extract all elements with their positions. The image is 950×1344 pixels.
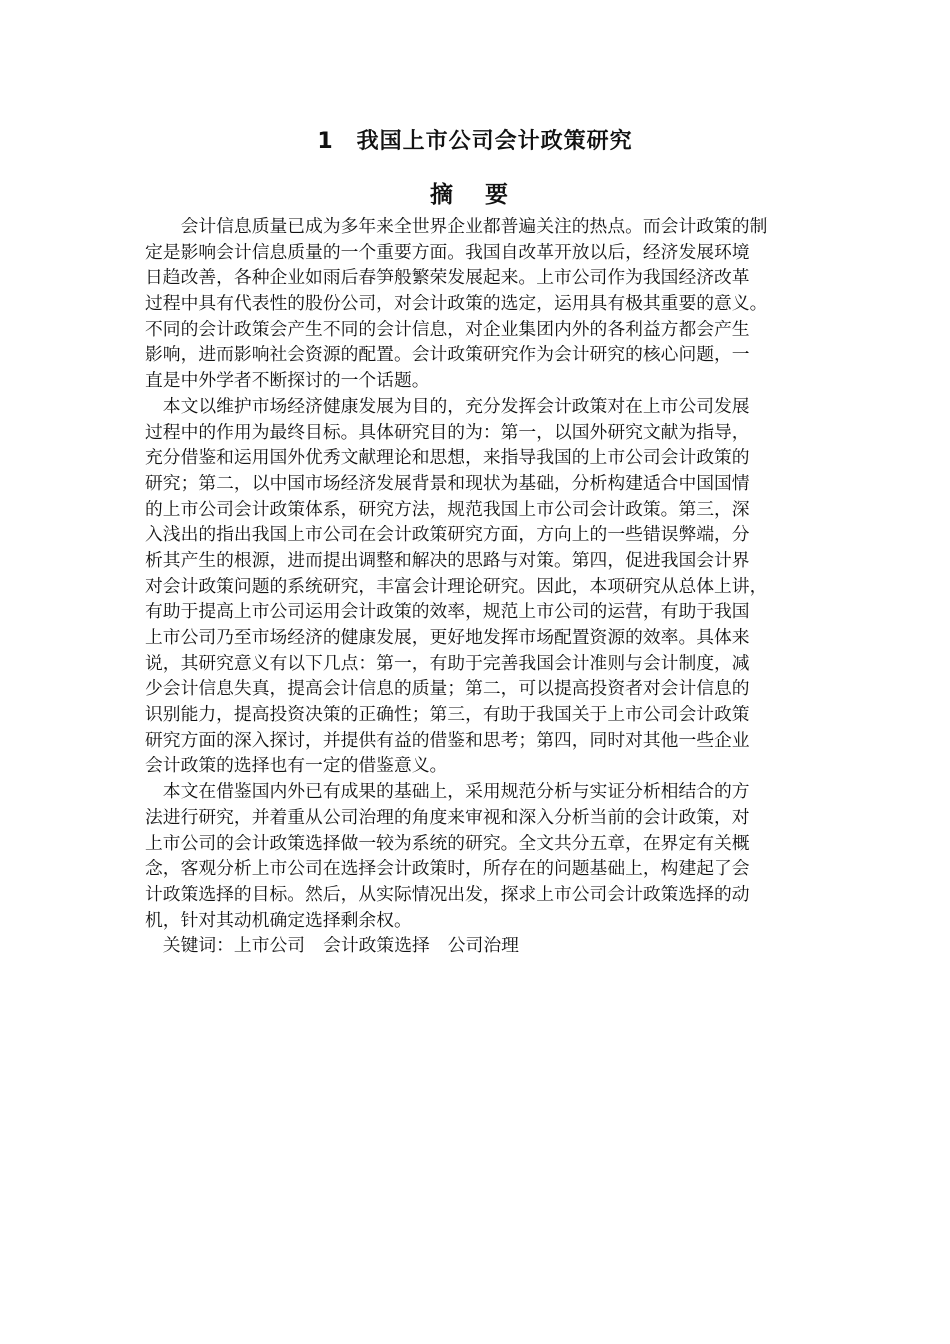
text-line: 法进行研究，并着重从公司治理的角度来审视和深入分析当前的会计政策，对 bbox=[145, 806, 750, 828]
text-line: 会计信息质量已成为多年来全世界企业都普遍关注的热点。而会计政策的制 bbox=[145, 216, 768, 237]
text-line: 识别能力，提高投资决策的正确性；第三，有助于我国关于上市公司会计政策 bbox=[145, 704, 750, 726]
keyword-2: 会计政策选择 bbox=[323, 935, 430, 957]
text-line: 念，客观分析上市公司在选择会计政策时，所存在的问题基础上，构建起了会 bbox=[145, 858, 750, 880]
text-line: 有助于提高上市公司运用会计政策的效率，规范上市公司的运营，有助于我国 bbox=[145, 601, 750, 623]
text-line: 的上市公司会计政策体系，研究方法，规范我国上市公司会计政策。第三，深 bbox=[145, 498, 750, 520]
text-line: 本文以维护市场经济健康发展为目的，充分发挥会计政策对在上市公司发展 bbox=[145, 395, 750, 417]
abstract-paragraph bbox=[145, 779, 810, 933]
text-line: 上市公司乃至市场经济的健康发展，更好地发挥市场配置资源的效率。具体来 bbox=[145, 627, 750, 648]
text-line: 对会计政策问题的系统研究，丰富会计理论研究。因此，本项研究从总体上讲， bbox=[145, 575, 768, 597]
text-line: 不同的会计政策会产生不同的会计信息，对企业集团内外的各利益方都会产生 bbox=[145, 318, 750, 340]
keyword-1: 上市公司 bbox=[233, 935, 306, 957]
text-line: 本文在借鉴国内外已有成果的基础上，采用规范分析与实证分析相结合的方 bbox=[145, 781, 750, 803]
abstract-paragraphs bbox=[145, 214, 810, 933]
abstract-paragraph bbox=[145, 394, 810, 779]
text-line: 影响，进而影响社会资源的配置。会计政策研究作为会计研究的核心问题，一 bbox=[145, 344, 750, 366]
text-line: 定是影响会计信息质量的一个重要方面。我国自改革开放以后，经济发展环境 bbox=[145, 241, 750, 263]
text-line: 研究方面的深入探讨，并提供有益的借鉴和思考；第四，同时对其他一些企业 bbox=[145, 729, 750, 751]
text-line: 过程中的作用为最终目标。具体研究目的为：第一，以国外研究文献为指导， bbox=[145, 421, 750, 443]
text-line: 析其产生的根源，进而提出调整和解决的思路与对策。第四，促进我国会计界 bbox=[145, 549, 750, 571]
text-line: 充分借鉴和运用国外优秀文献理论和思想，来指导我国的上市公司会计政策的 bbox=[145, 447, 750, 469]
text-line: 少会计信息失真，提高会计信息的质量；第二，可以提高投资者对会计信息的 bbox=[145, 678, 750, 700]
keyword-3: 公司治理 bbox=[447, 935, 519, 957]
abstract-body bbox=[145, 214, 810, 959]
text-line: 研究；第二，以中国市场经济发展背景和现状为基础，分析构建适合中国国情 bbox=[145, 472, 750, 494]
text-line: 日趋改善，各种企业如雨后春笋般繁荣发展起来。上市公司作为我国经济改革 bbox=[145, 267, 750, 289]
text-line: 计政策选择的目标。然后，从实际情况出发，探求上市公司会计政策选择的动 bbox=[145, 883, 750, 905]
text-line: 入浅出的指出我国上市公司在会计政策研究方面，方向上的一些错误弊端，分 bbox=[145, 524, 750, 546]
text-line: 说，其研究意义有以下几点：第一，有助于完善我国会计准则与会计制度，减 bbox=[145, 652, 750, 674]
document-title: 1 我国上市公司会计政策研究 bbox=[317, 129, 633, 154]
text-line: 过程中具有代表性的股份公司，对会计政策的选定，运用具有极其重要的意义。 bbox=[145, 293, 768, 315]
keywords-label: 关键词： bbox=[145, 935, 234, 957]
abstract-paragraph bbox=[145, 214, 810, 394]
keywords-line bbox=[145, 933, 810, 959]
text-line: 会计政策的选择也有一定的借鉴意义。 bbox=[145, 755, 448, 777]
abstract-heading: 摘 要 bbox=[429, 182, 520, 208]
text-line: 直是中外学者不断探讨的一个话题。 bbox=[145, 370, 430, 392]
text-line: 机，针对其动机确定选择剩余权。 bbox=[145, 909, 412, 931]
text-line: 上市公司的会计政策选择做一较为系统的研究。全文共分五章，在界定有关概 bbox=[145, 832, 750, 854]
